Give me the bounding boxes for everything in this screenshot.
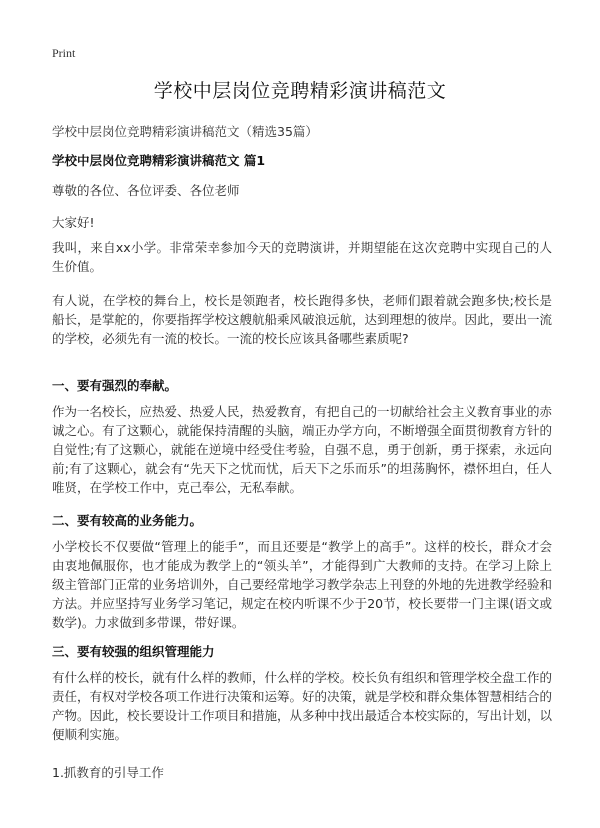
section-1-heading: 一、要有强烈的奉献。 bbox=[52, 378, 178, 393]
greeting: 大家好! bbox=[52, 215, 95, 230]
print-link[interactable]: Print bbox=[52, 46, 76, 60]
intro-paragraph: 我叫，来自xx小学。非常荣幸参加今天的竞聘演讲，并期望能在这次竞聘中实现自己的人生价值。 bbox=[52, 240, 552, 274]
section-3-heading: 三、要有较强的组织管理能力 bbox=[52, 644, 215, 659]
section-3-paragraph: 有什么样的校长，就有什么样的教师，什么样的学校。校长负有组织和管理学校全盘工作的责任，有权对学校各项工作进行决策和运筹。好的决策，就是学校和群众集体智慧相结合的产物。因此，校长要设计工作项目和措施，从多种中找出最适合本校实际的，写出计划，以便顺利实施。 bbox=[52, 670, 553, 742]
list-item-1: 1.抓教育的引导工作 bbox=[52, 765, 164, 780]
salutation: 尊敬的各位、各位评委、各位老师 bbox=[52, 183, 240, 198]
leader-paragraph: 有人说，在学校的舞台上，校长是领跑者，校长跑得多快，老师们跟着就会跑多快;校长是船长，是掌舵的，你要指挥学校这艘航船乘风破浪远航，达到理想的彼岸。因此，要出一流的学校，必须先有一流的校长。一流的校长应该具备哪些素质呢? bbox=[52, 293, 553, 346]
section-1-paragraph: 作为一名校长，应热爱、热爱人民，热爱教育，有把自己的一切献给社会主义教育事业的赤诚之心。有了这颗心，就能保持清醒的头脑，端正办学方向，不断增强全面贯彻教育方针的自觉性;有了这颗心，就能在逆境中经受住考验，自强不息，勇于创新，勇于探索，永远向前;有了这颗心，就会有“先天下之忧而忧，后天下之乐而乐”的坦荡胸怀，襟怀坦白，任人唯贤，在学校工作中，克己奉公，无私奉献。 bbox=[52, 404, 553, 495]
section-2-heading: 二、要有较高的业务能力。 bbox=[52, 513, 203, 528]
article-heading: 学校中层岗位竞聘精彩演讲稿范文 篇1 bbox=[52, 153, 266, 168]
section-2-paragraph: 小学校长不仅要做“管理上的能手”，而且还要是“教学上的高手”。这样的校长，群众才会由衷地佩服你，也才能成为教学上的“领头羊”，才能得到广大教师的支持。在学习上除上级主管部门正常的业务培训外，自己要经常地学习教学杂志上刊登的外地的先进教学经验和方法。并应坚持写业务学习笔记，规定在校内听课不少于20节，校长要带一门主课(语文或数学)。力求做到多带课，带好课。 bbox=[52, 539, 553, 630]
document-title: 学校中层岗位竞聘精彩演讲稿范文 bbox=[153, 80, 447, 102]
document-subtitle: 学校中层岗位竞聘精彩演讲稿范文（精选35篇） bbox=[52, 124, 318, 139]
